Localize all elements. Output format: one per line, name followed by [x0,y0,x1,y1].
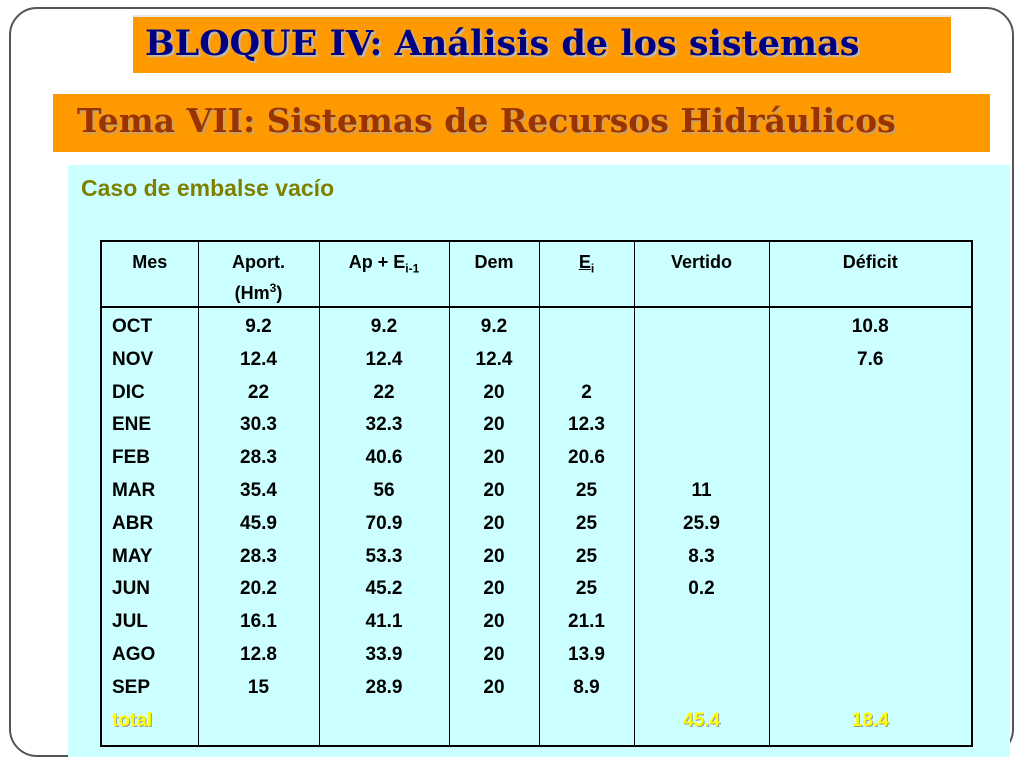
cell-ap-e: 53.3 [319,541,449,574]
cell-deficit [769,475,972,508]
cell-ei: 20.6 [539,442,634,475]
table-row [101,377,972,410]
cell-deficit [769,573,972,606]
cell-vertido [634,639,769,672]
col-header-aport: Aport. (Hm$^3$) [198,241,319,307]
cell-mes: JUL [101,606,198,639]
cell-deficit [769,672,972,705]
table-row [101,409,972,442]
cell-ap-e: 33.9 [319,639,449,672]
cell-ap-e: 32.3 [319,409,449,442]
cell-dem: 9.2 [449,307,539,344]
cell-ei: 25 [539,475,634,508]
total-cell-vertido: 45.4 [634,705,769,747]
cell-ei [539,344,634,377]
cell-vertido [634,409,769,442]
cell-vertido [634,377,769,410]
cell-aport: 15 [198,672,319,705]
cell-dem: 20 [449,672,539,705]
table-row [101,573,972,606]
cell-aport: 35.4 [198,475,319,508]
total-cell-aport [198,705,319,747]
cell-vertido: 25.9 [634,508,769,541]
cell-deficit [769,377,972,410]
cell-vertido [634,307,769,344]
cell-ap-e: 28.9 [319,672,449,705]
table-total-row [101,705,972,747]
cell-dem: 20 [449,508,539,541]
cell-aport: 45.9 [198,508,319,541]
col-header-dem: Dem [449,241,539,307]
cell-aport: 20.2 [198,573,319,606]
reservoir-table [100,240,973,747]
cell-dem: 20 [449,377,539,410]
cell-ap-e: 9.2 [319,307,449,344]
cell-vertido: 11 [634,475,769,508]
cell-vertido [634,606,769,639]
cell-aport: 28.3 [198,541,319,574]
cell-ap-e: 22 [319,377,449,410]
cell-aport: 9.2 [198,307,319,344]
cell-deficit [769,508,972,541]
cell-mes: MAY [101,541,198,574]
cell-mes: FEB [101,442,198,475]
cell-deficit [769,409,972,442]
cell-ei: 8.9 [539,672,634,705]
cell-vertido: 8.3 [634,541,769,574]
cell-dem: 20 [449,409,539,442]
block-title-banner [133,15,951,73]
cell-deficit [769,442,972,475]
cell-ap-e: 56 [319,475,449,508]
cell-aport: 30.3 [198,409,319,442]
cell-aport: 28.3 [198,442,319,475]
cell-deficit [769,541,972,574]
table-row [101,541,972,574]
cell-aport: 12.8 [198,639,319,672]
cell-aport: 22 [198,377,319,410]
cell-mes: AGO [101,639,198,672]
cell-ei: 21.1 [539,606,634,639]
cell-deficit [769,606,972,639]
cell-mes: ENE [101,409,198,442]
total-cell-ei [539,705,634,747]
total-cell-ap-e [319,705,449,747]
cell-vertido [634,672,769,705]
topic-title: Tema VII: Sistemas de Recursos Hidráulicos [77,101,896,140]
cell-ap-e: 12.4 [319,344,449,377]
table-row [101,639,972,672]
cell-deficit [769,639,972,672]
cell-deficit: 10.8 [769,307,972,344]
cell-ei: 25 [539,573,634,606]
cell-ei [539,307,634,344]
cell-aport: 16.1 [198,606,319,639]
total-cell-mes: total [101,705,198,747]
cell-ap-e: 41.1 [319,606,449,639]
col-header-vertido: Vertido [634,241,769,307]
cell-vertido [634,344,769,377]
cell-vertido [634,442,769,475]
total-cell-dem [449,705,539,747]
table-header-row [101,241,972,307]
cell-aport: 12.4 [198,344,319,377]
cell-ap-e: 45.2 [319,573,449,606]
cell-ap-e: 70.9 [319,508,449,541]
block-title: BLOQUE IV: Análisis de los sistemas [145,23,860,64]
table-row [101,606,972,639]
table-row [101,672,972,705]
section-heading: Caso de embalse vacío [81,175,335,201]
col-header-deficit: Déficit [769,241,972,307]
cell-ei: 25 [539,541,634,574]
table-row [101,508,972,541]
cell-vertido: 0.2 [634,573,769,606]
cell-mes: NOV [101,344,198,377]
cell-mes: DIC [101,377,198,410]
cell-ei: 13.9 [539,639,634,672]
cell-ap-e: 40.6 [319,442,449,475]
cell-mes: SEP [101,672,198,705]
cell-ei: 12.3 [539,409,634,442]
cell-dem: 20 [449,606,539,639]
col-header-ap-e: $Ap + E_{i-1}$ [319,241,449,307]
cell-mes: JUN [101,573,198,606]
total-cell-deficit: 18.4 [769,705,972,747]
table-row [101,442,972,475]
cell-mes: OCT [101,307,198,344]
cell-deficit: 7.6 [769,344,972,377]
topic-title-banner [53,94,990,152]
table-row [101,307,972,344]
table-row [101,475,972,508]
cell-dem: 20 [449,639,539,672]
col-header-ei: $E_i$ [539,241,634,307]
cell-mes: MAR [101,475,198,508]
cell-ei: 2 [539,377,634,410]
cell-dem: 20 [449,573,539,606]
cell-dem: 20 [449,442,539,475]
cell-dem: 20 [449,475,539,508]
cell-dem: 20 [449,541,539,574]
cell-dem: 12.4 [449,344,539,377]
col-header-mes: Mes [101,241,198,307]
table-row [101,344,972,377]
cell-mes: ABR [101,508,198,541]
cell-ei: 25 [539,508,634,541]
